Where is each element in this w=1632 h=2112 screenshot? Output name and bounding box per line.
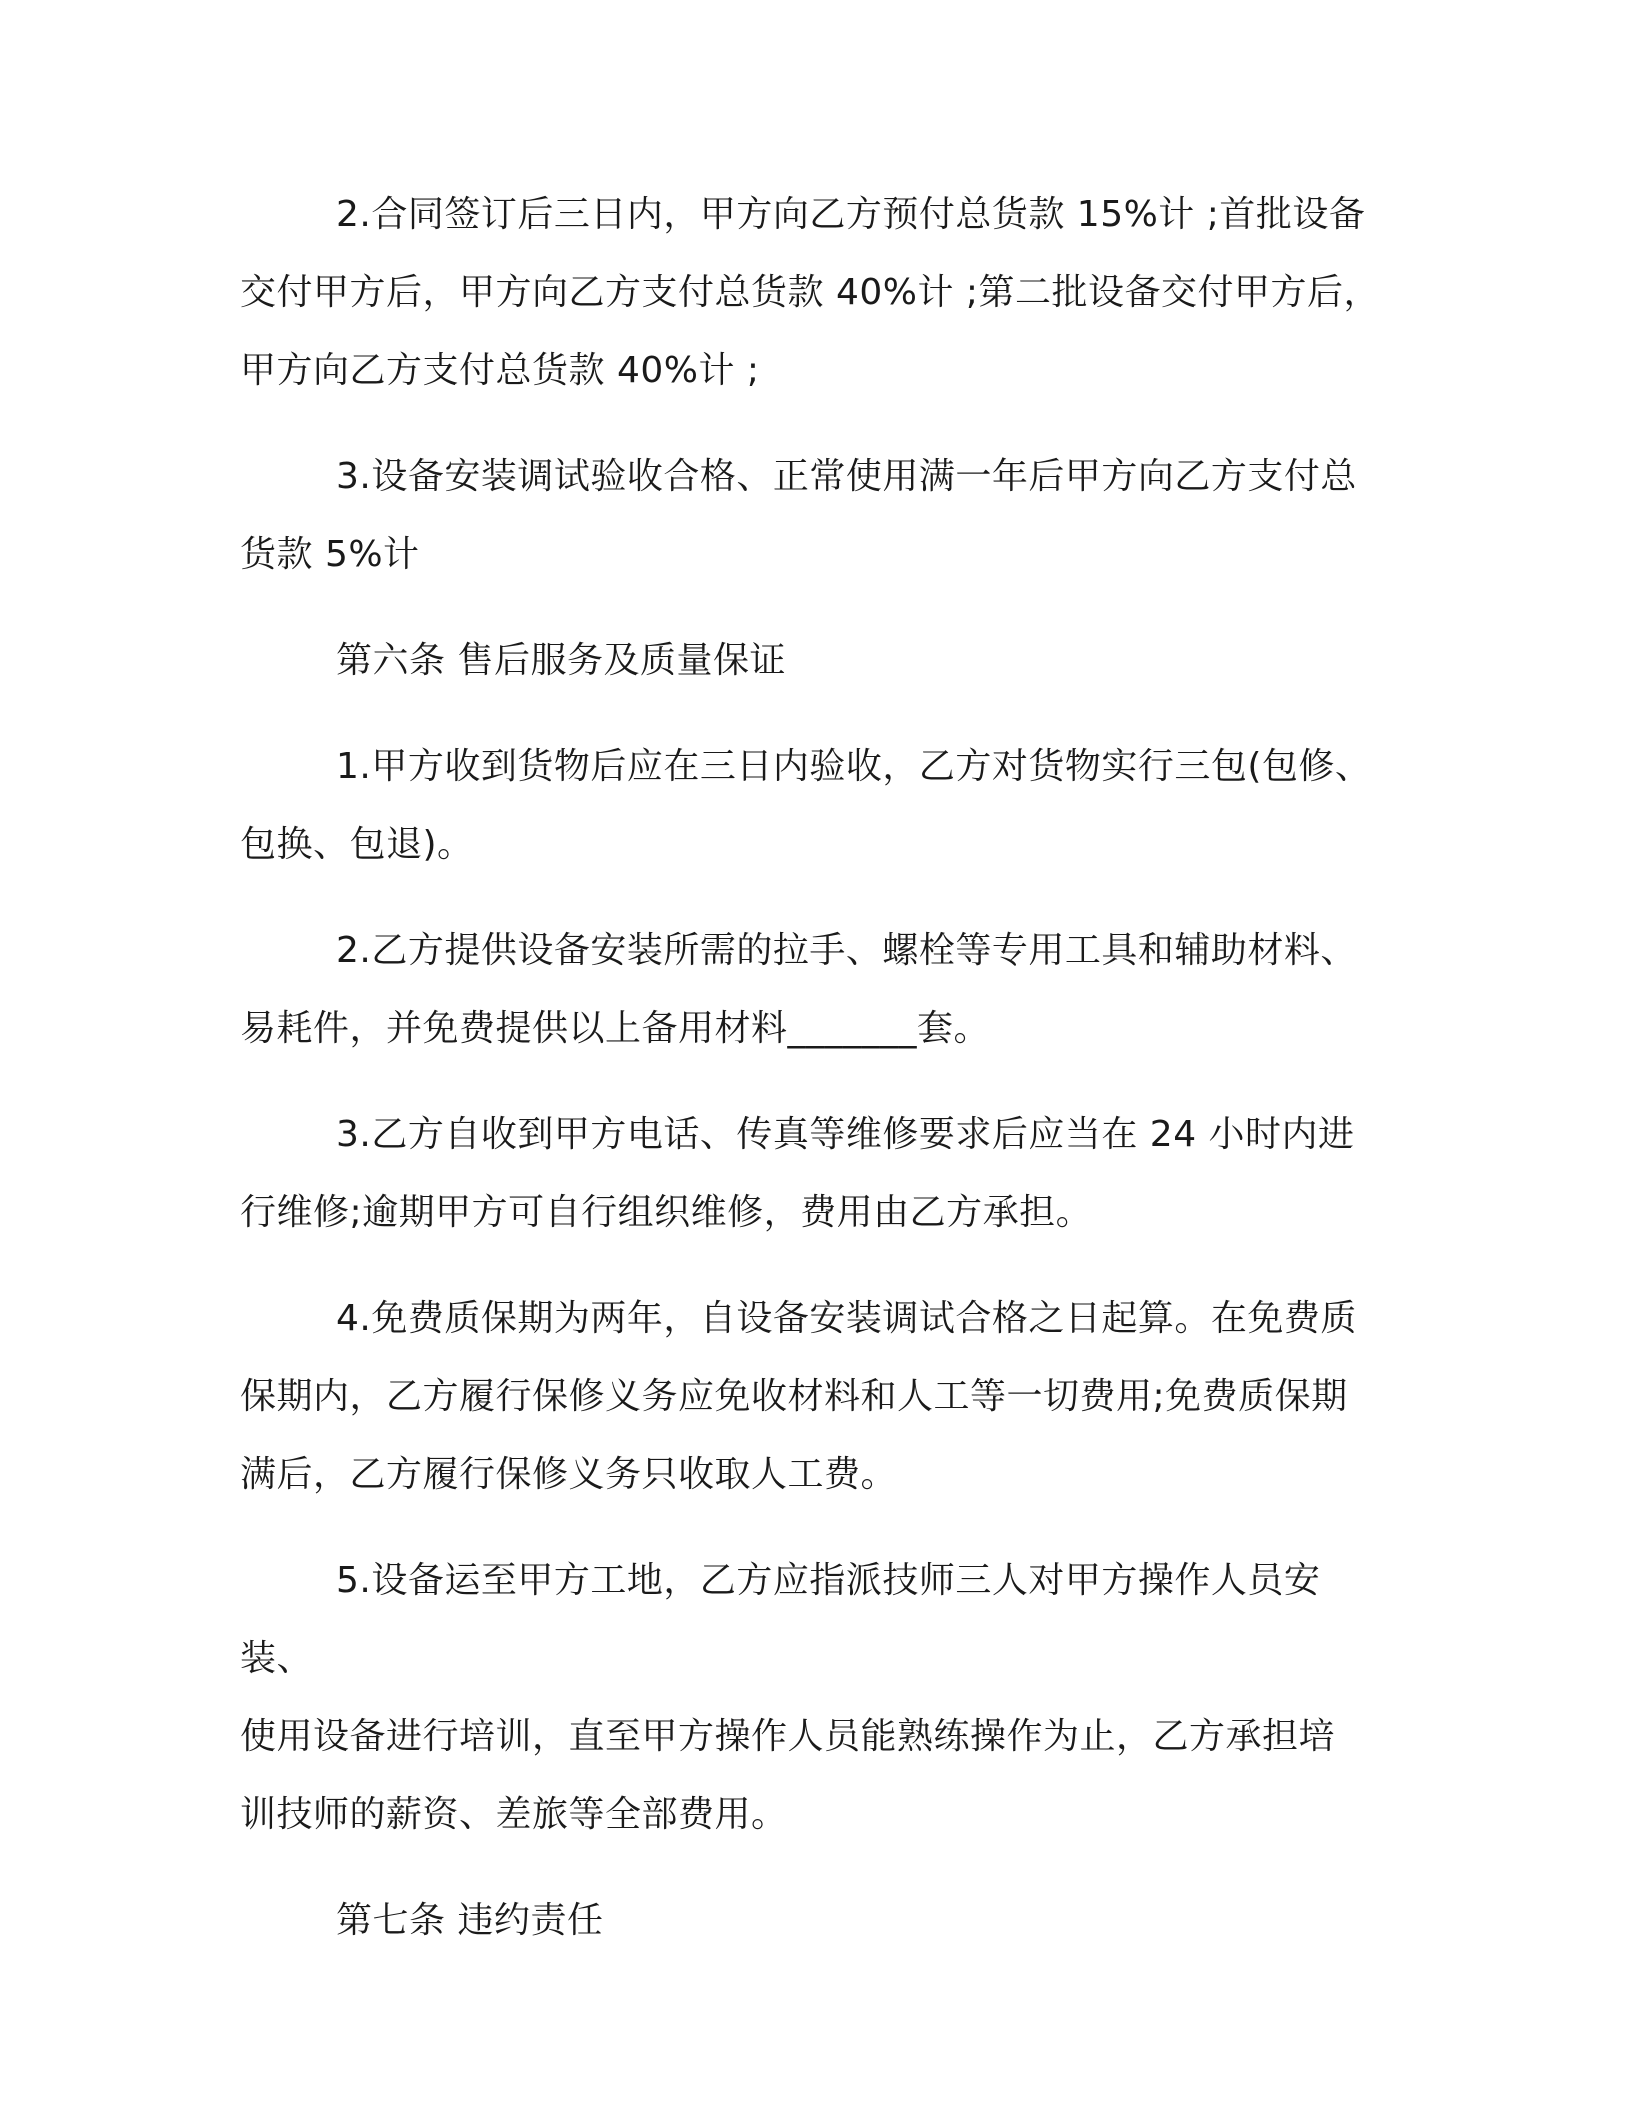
clause-6-item-2	[240, 912, 1390, 1068]
clause-6-item-4	[240, 1280, 1390, 1514]
text-line: 训技师的薪资、差旅等全部费用。	[240, 1794, 788, 1835]
text-line: 包换、包退)。	[240, 824, 474, 865]
clause-5-item-2	[240, 176, 1390, 410]
clause-6-item-5	[240, 1542, 1390, 1854]
text-line: 1.甲方收到货物后应在三日内验收，乙方对货物实行三包(包修、	[336, 746, 1372, 787]
text-line: 5.设备运至甲方工地，乙方应指派技师三人对甲方操作人员安装、	[240, 1560, 1321, 1679]
text-line: 4.免费质保期为两年，自设备安装调试合格之日起算。在免费质	[336, 1298, 1357, 1339]
text-line: 3.乙方自收到甲方电话、传真等维修要求后应当在 24 小时内进	[336, 1114, 1355, 1155]
text-line: 2.合同签订后三日内，甲方向乙方预付总货款 15%计 ;首批设备	[336, 194, 1366, 235]
text-line: 行维修;逾期甲方可自行组织维修，费用由乙方承担。	[240, 1192, 1093, 1233]
text-line: 保期内，乙方履行保修义务应免收材料和人工等一切费用;免费质保期	[240, 1376, 1348, 1417]
text-line: 货款 5%计	[240, 534, 420, 575]
clause-6-heading: 第六条 售后服务及质量保证	[336, 640, 786, 681]
text-line: 2.乙方提供设备安装所需的拉手、螺栓等专用工具和辅助材料、	[336, 930, 1357, 971]
clause-7-heading: 第七条 违约责任	[336, 1900, 604, 1941]
text-line: 交付甲方后，甲方向乙方支付总货款 40%计 ;第二批设备交付甲方后，	[240, 272, 1381, 313]
text-line: 甲方向乙方支付总货款 40%计 ;	[240, 350, 760, 391]
clause-6-item-3	[240, 1096, 1390, 1252]
text-line: 使用设备进行培训，直至甲方操作人员能熟练操作为止，乙方承担培	[240, 1716, 1336, 1757]
text-line: 满后，乙方履行保修义务只收取人工费。	[240, 1454, 898, 1495]
text-line: 3.设备安装调试验收合格、正常使用满一年后甲方向乙方支付总	[336, 456, 1357, 497]
text-line: 易耗件，并免费提供以上备用材料_______套。	[240, 1008, 991, 1049]
clause-5-item-3	[240, 438, 1390, 594]
document-body	[240, 176, 1390, 1988]
clause-6-item-1	[240, 728, 1390, 884]
